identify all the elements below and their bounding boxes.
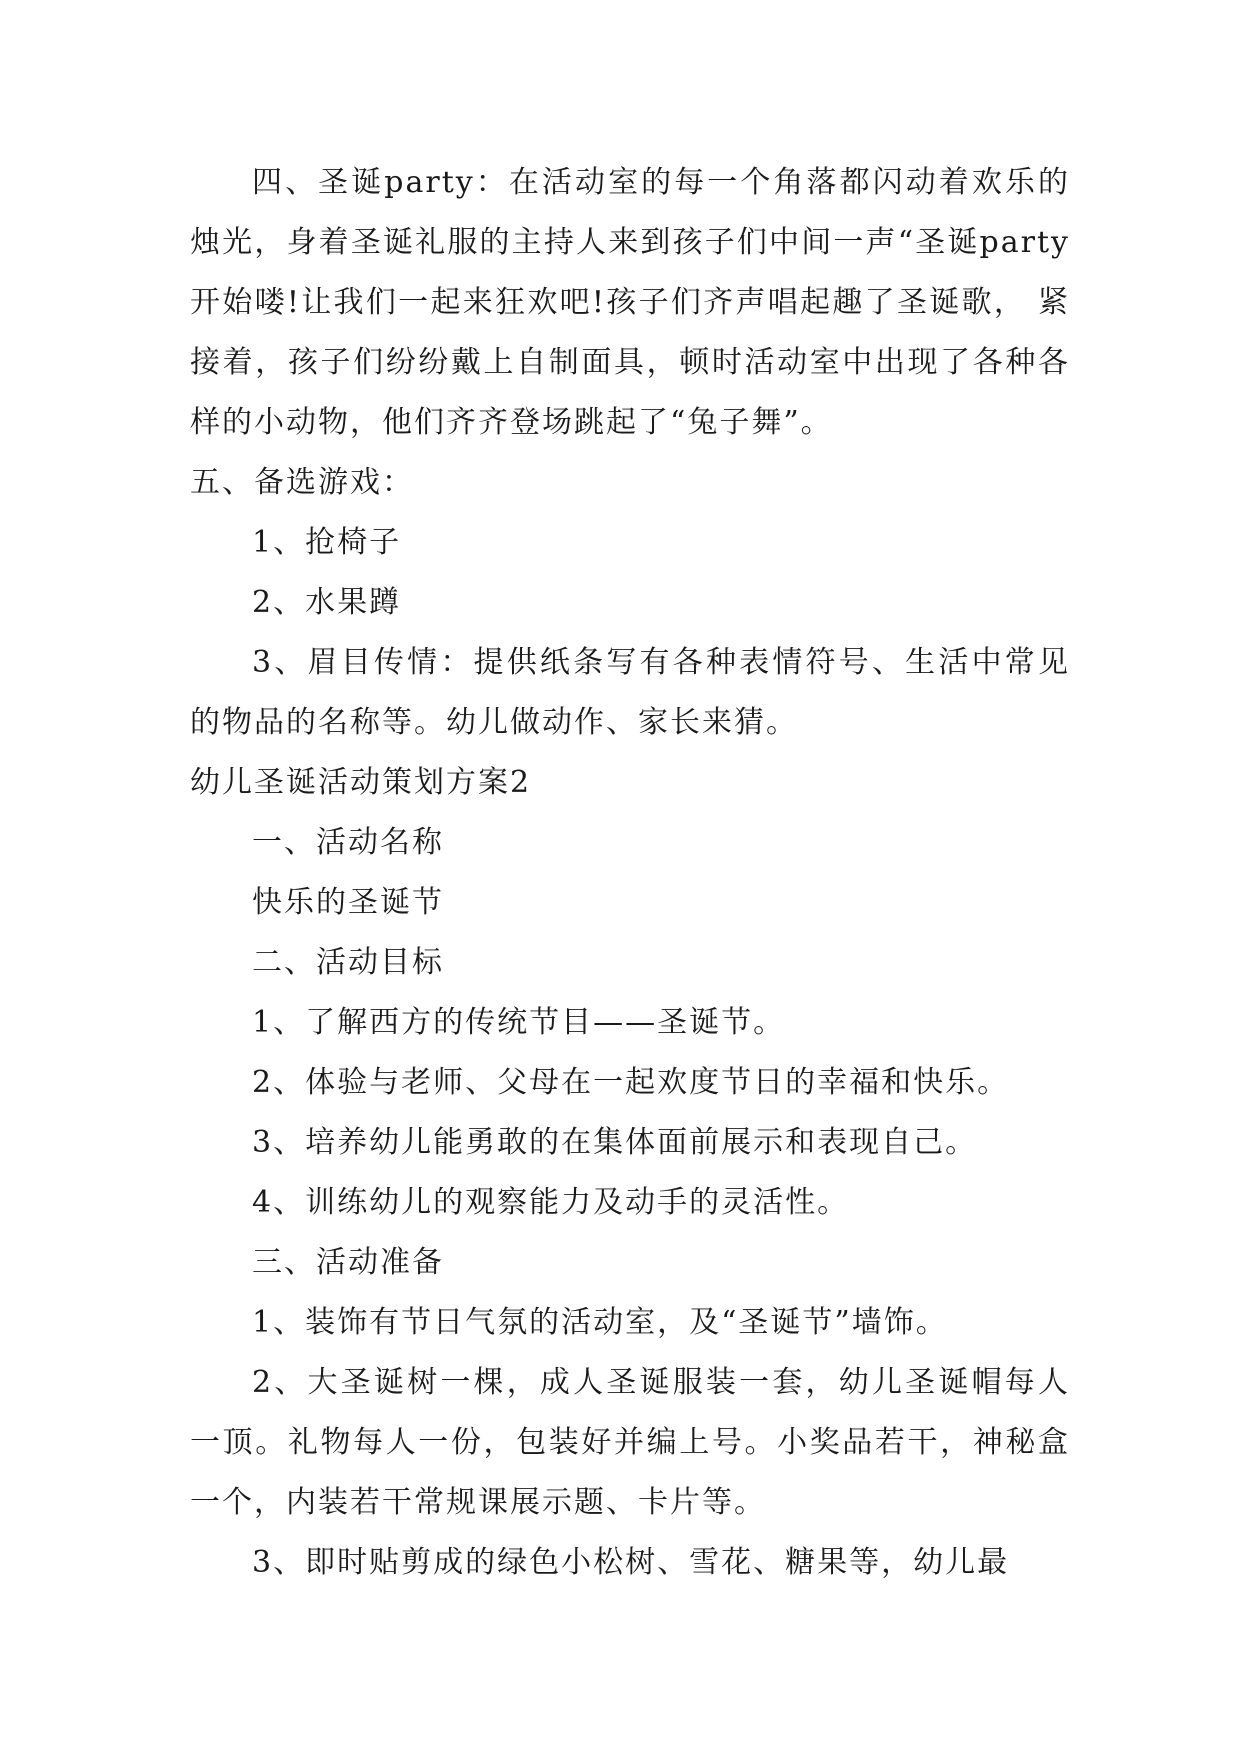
paragraph-christmas-party: 四、圣诞party：在活动室的每一个角落都闪动着欢乐的烛光，身着圣诞礼服的主持人来到孩子们中间一声“圣诞party开始喽!让我们一起来狂欢吧!孩子们齐声唱起趣了圣诞歌， 紧接着，孩子们纷纷戴上自制面具，顿时活动室中出现了各种各样的小动物，他们齐齐登场跳起了“兔子舞”。 — [190, 165, 1070, 440]
list-item-game-2: 2、水果蹲 — [252, 585, 402, 620]
document-body — [190, 153, 1070, 1593]
list-item-game-1: 1、抢椅子 — [252, 525, 402, 560]
heading-backup-games: 五、备选游戏： — [190, 465, 414, 500]
heading-activity-goals: 二、活动目标 — [252, 945, 444, 980]
goal-item-3: 3、培养幼儿能勇敢的在集体面前展示和表现自己。 — [252, 1125, 978, 1160]
activity-name-value: 快乐的圣诞节 — [252, 885, 444, 920]
goal-item-2: 2、体验与老师、父母在一起欢度节日的幸福和快乐。 — [252, 1065, 1010, 1100]
heading-activity-preparation: 三、活动准备 — [252, 1245, 444, 1280]
preparation-item-2: 2、大圣诞树一棵，成人圣诞服装一套，幼儿圣诞帽每人一顶。礼物每人一份，包装好并编上号。小奖品若干，神秘盒一个，内装若干常规课展示题、卡片等。 — [190, 1365, 1070, 1520]
preparation-item-1: 1、装饰有节日气氛的活动室，及“圣诞节”墙饰。 — [252, 1305, 948, 1340]
goal-item-4: 4、训练幼儿的观察能力及动手的灵活性。 — [252, 1185, 850, 1220]
heading-activity-name: 一、活动名称 — [252, 825, 444, 860]
section-title-plan-2: 幼儿圣诞活动策划方案2 — [190, 765, 532, 800]
goal-item-1: 1、了解西方的传统节目——圣诞节。 — [252, 1005, 786, 1040]
preparation-item-3: 3、即时贴剪成的绿色小松树、雪花、糖果等，幼儿最 — [252, 1545, 1010, 1580]
list-item-game-3: 3、眉目传情：提供纸条写有各种表情符号、生活中常见的物品的名称等。幼儿做动作、家长来猜。 — [190, 645, 1070, 740]
